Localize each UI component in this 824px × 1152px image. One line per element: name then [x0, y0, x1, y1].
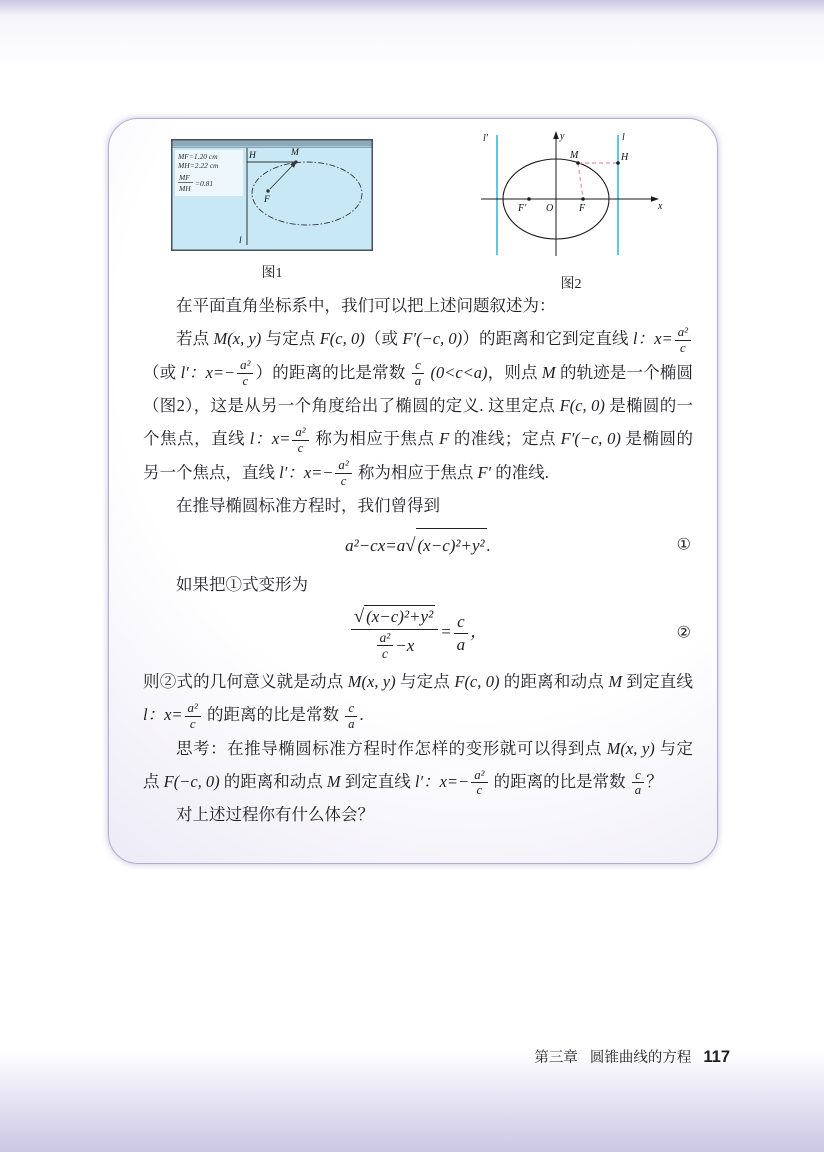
math-run: −x: [395, 635, 415, 655]
math-run: c: [457, 612, 465, 632]
text-run: 若点: [176, 329, 214, 348]
math-run: l′：x=−: [279, 462, 334, 482]
fraction: [377, 630, 394, 662]
equation-body: [345, 528, 491, 562]
math-run: a²: [474, 767, 485, 782]
text-run: 与定点: [261, 329, 320, 348]
math-run: a: [348, 716, 355, 731]
text-run: 的距离的比是常数: [202, 705, 344, 725]
math-run: ，: [470, 621, 488, 641]
point-f: [581, 197, 585, 201]
math-run: c: [189, 716, 196, 731]
math-run: F(−c, 0): [163, 771, 220, 791]
math-run: (0<c<a): [426, 362, 488, 382]
math-run: .: [486, 536, 491, 556]
fraction: [292, 425, 308, 456]
fraction: [632, 768, 644, 799]
page-footer: [534, 1046, 730, 1067]
measurement-mh: MH=2.22 cm: [178, 161, 219, 170]
math-run: F′(−c, 0): [560, 429, 621, 449]
text-run: （或: [364, 329, 403, 348]
math-run: M(x, y): [606, 738, 655, 758]
ratio-numerator: MF: [179, 173, 190, 182]
text-run: 的轨迹是一个椭圆（图2），这是从另一个角度给出了椭圆的定义. 这里定点: [143, 362, 693, 416]
footer-chapter: 第三章: [534, 1050, 578, 1066]
point-h: [616, 161, 620, 165]
math-run: l：x=: [632, 329, 673, 348]
ratio-denominator: MH: [179, 184, 191, 193]
math-run: c: [476, 783, 483, 798]
math-run: M(x, y): [347, 672, 396, 692]
math-run: l′：x=−: [180, 362, 236, 382]
paragraph: [143, 289, 693, 322]
fraction: [237, 358, 253, 389]
equation-body: [349, 605, 487, 661]
math-run: M: [326, 771, 341, 791]
math-run: F′(−c, 0): [402, 329, 463, 348]
math-run: l：x=: [143, 705, 183, 725]
label-origin: O: [546, 203, 554, 214]
equation: [143, 525, 693, 565]
math-run: M: [541, 362, 556, 382]
fraction: [345, 701, 357, 732]
text-run: 的距离和动点: [219, 771, 327, 791]
equation-number: ②: [676, 624, 691, 642]
paragraph: [143, 322, 693, 489]
label-l: l: [622, 132, 625, 143]
window-titlebar: [173, 141, 372, 147]
text-run: 到定直线: [340, 771, 415, 791]
math-run: F: [439, 429, 450, 449]
fraction: [412, 358, 424, 389]
label-f: F: [579, 203, 586, 214]
math-run: a²: [379, 629, 391, 645]
equation: [143, 604, 693, 662]
fraction: [454, 611, 469, 655]
ratio-value: =0.81: [195, 179, 214, 188]
math-run: a²: [240, 358, 251, 373]
math-run: =: [440, 621, 452, 641]
body-text: [109, 283, 717, 831]
text-run: 的距离的比是常数: [489, 771, 630, 791]
figure-2: [475, 127, 667, 293]
math-run: a: [414, 374, 422, 389]
label-h: H: [621, 152, 629, 163]
label-y-axis: y: [560, 131, 565, 142]
footer-chapter-title: 圆锥曲线的方程: [589, 1050, 692, 1066]
text-run: ，则点: [487, 362, 542, 382]
text-run: 如果把①式变形为: [176, 575, 308, 595]
point-f: [266, 189, 269, 192]
fraction: [185, 701, 201, 732]
text-run: 对上述过程你有什么体会？: [176, 805, 374, 825]
math-run: l′：x=−: [414, 771, 470, 791]
math-run: a²: [338, 458, 349, 473]
footer-page-number: 117: [703, 1048, 730, 1066]
paragraph: [143, 798, 693, 831]
fraction: [471, 768, 487, 799]
label-l-prime: l′: [483, 133, 488, 144]
fraction: [675, 325, 691, 356]
math-run: a²: [295, 424, 306, 439]
math-run: a²: [677, 324, 689, 339]
dashed-mf: [578, 163, 583, 198]
figure2-caption: 图2: [560, 277, 582, 292]
math-run: F(c, 0): [454, 672, 500, 692]
label-l: l: [239, 236, 242, 246]
text-run: 是椭圆的另一个焦点，直线: [143, 429, 694, 482]
label-x-axis: x: [658, 201, 663, 212]
text-run: 到定直线: [622, 672, 694, 692]
text-run: 与定点: [395, 672, 455, 692]
equation-number: ①: [676, 536, 691, 554]
label-m: M: [570, 150, 579, 161]
math-run: F(c, 0): [319, 329, 365, 348]
math-run: M: [608, 672, 623, 692]
figures-row: [109, 119, 717, 292]
point-m: [576, 161, 580, 165]
content-card: [108, 118, 718, 864]
text-run: 思考：在推导椭圆标准方程时作怎样的变形就可以得到点: [176, 738, 607, 758]
math-run: a: [634, 783, 642, 798]
math-run: c: [340, 474, 347, 489]
text-run: 的距离和动点: [499, 672, 609, 692]
figure-1: [171, 139, 373, 282]
text-run: ？: [646, 771, 663, 791]
text-run: 称为相应于焦点: [310, 429, 440, 449]
square-root: √ (x−c)²+y²: [353, 606, 434, 628]
y-axis-arrow: [553, 131, 559, 139]
math-run: c: [415, 358, 421, 373]
text-run: 称为相应于焦点: [353, 462, 478, 482]
math-run: c: [382, 645, 388, 661]
text-run: 在推导椭圆标准方程时，我们曾得到: [176, 496, 440, 516]
math-run: l：x=: [249, 429, 291, 449]
fraction: [351, 605, 438, 661]
paragraph: [143, 489, 693, 522]
math-run: c: [635, 767, 641, 782]
text-run: （或: [143, 362, 181, 382]
text-run: 与定点: [143, 738, 693, 791]
math-run: c: [348, 700, 355, 715]
figure1-caption: 图1: [261, 266, 283, 281]
math-run: M(x, y): [213, 329, 262, 348]
coordinate-diagram: [475, 127, 667, 262]
math-run: F′: [477, 462, 492, 482]
point-m: [294, 160, 297, 163]
math-run: a: [456, 634, 466, 654]
label-f-prime: F′: [518, 203, 527, 214]
label-m: M: [291, 148, 299, 158]
label-h: H: [249, 151, 256, 161]
math-run: c: [242, 374, 249, 389]
text-run: 则②式的几何意义就是动点: [143, 672, 348, 692]
fraction: [335, 458, 351, 489]
text-run: ）的距离的比是常数: [255, 362, 410, 382]
text-run: 的准线.: [491, 462, 549, 482]
math-run: c: [297, 440, 304, 455]
geometry-software-screenshot: [171, 139, 373, 251]
math-run: a²: [187, 700, 198, 715]
square-root: √ (x−c)²+y²: [405, 528, 486, 562]
measurement-mf: MF=1.20 cm: [178, 152, 218, 161]
text-run: 在平面直角坐标系中，我们可以把上述问题叙述为：: [176, 296, 556, 315]
paragraph: [143, 568, 693, 601]
paragraph: [143, 665, 693, 732]
text-run: .: [359, 705, 364, 725]
text-run: 的准线；定点: [449, 429, 561, 449]
label-f: F: [264, 195, 270, 205]
math-run: F(c, 0): [559, 396, 605, 416]
point-f-prime: [527, 197, 531, 201]
text-run: ）的距离和它到定直线: [462, 329, 633, 348]
paragraph: [143, 732, 693, 799]
math-run: c: [680, 340, 686, 355]
math-run: a²−cx=a: [345, 536, 406, 556]
text-run: 是椭圆的一个焦点，直线: [143, 396, 693, 449]
